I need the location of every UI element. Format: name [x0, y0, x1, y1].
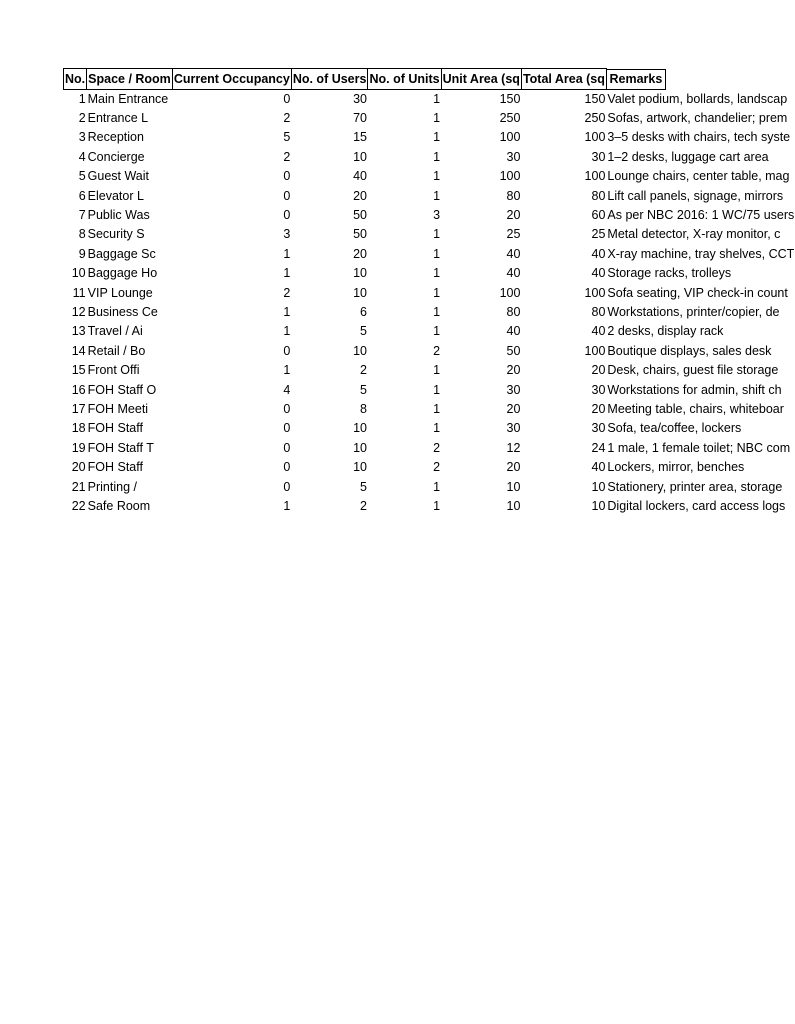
cell-unit-area[interactable]: 30 [506, 149, 521, 164]
cell-total-area[interactable]: 30 [591, 382, 606, 397]
table-row [64, 439, 795, 458]
cell-no[interactable]: 19 [71, 440, 86, 455]
cell-current-occupancy[interactable]: 2 [283, 111, 291, 126]
cell-total-area[interactable]: 100 [584, 343, 606, 358]
cell-no-of-units[interactable]: 1 [433, 382, 441, 397]
cell-total-area[interactable]: 40 [591, 324, 606, 339]
cell-unit-area[interactable]: 40 [506, 246, 521, 261]
cell-remarks[interactable]: 1 male, 1 female toilet; NBC com [607, 440, 791, 455]
cell-no[interactable]: 14 [71, 343, 86, 358]
cell-remarks[interactable]: Valet podium, bollards, landscap [607, 91, 788, 106]
table-row [64, 342, 795, 361]
cell-space-room[interactable]: Travel / Ai [87, 324, 143, 339]
cell-remarks[interactable]: Sofa seating, VIP check-in count [607, 285, 788, 300]
cell-no-of-users[interactable]: 5 [360, 479, 367, 494]
cell-total-area[interactable]: 10 [591, 498, 606, 513]
header-no-of-users[interactable]: No. of Users [291, 69, 368, 90]
cell-no[interactable]: 20 [71, 460, 86, 475]
cell-current-occupancy[interactable]: 1 [283, 498, 291, 513]
cell-total-area[interactable]: 100 [584, 130, 606, 145]
header-space-room[interactable]: Space / Room [87, 69, 173, 90]
table-body [64, 90, 795, 517]
table-row [64, 400, 795, 419]
cell-no-of-users[interactable]: 5 [360, 324, 367, 339]
cell-total-area[interactable]: 40 [591, 246, 606, 261]
header-row [64, 69, 795, 90]
cell-remarks[interactable]: Digital lockers, card access logs [607, 498, 786, 513]
cell-remarks[interactable]: Stationery, printer area, storage [607, 479, 783, 494]
cell-no-of-users[interactable]: 2 [360, 498, 367, 513]
cell-no-of-users[interactable]: 10 [353, 266, 367, 281]
cell-no[interactable]: 4 [78, 149, 86, 164]
cell-total-area[interactable]: 250 [584, 111, 606, 126]
cell-total-area[interactable]: 20 [591, 363, 606, 378]
cell-space-room[interactable]: Main Entrance [87, 91, 169, 106]
cell-no-of-units[interactable]: 2 [433, 343, 441, 358]
cell-no-of-users[interactable]: 70 [353, 111, 367, 126]
header-unit-area[interactable]: Unit Area (sq [441, 69, 521, 90]
table-row [64, 167, 795, 186]
cell-current-occupancy[interactable]: 5 [283, 130, 291, 145]
table-row [64, 186, 795, 205]
cell-space-room[interactable]: Guest Wait [87, 169, 149, 184]
cell-unit-area[interactable]: 250 [499, 111, 521, 126]
cell-current-occupancy[interactable]: 4 [283, 382, 291, 397]
cell-unit-area[interactable]: 30 [506, 421, 521, 436]
cell-remarks[interactable]: Workstations for admin, shift ch [607, 382, 782, 397]
header-current-occupancy[interactable]: Current Occupancy [172, 69, 291, 90]
cell-current-occupancy[interactable]: 1 [283, 266, 291, 281]
cell-space-room[interactable]: Safe Room [87, 498, 151, 513]
cell-no-of-units[interactable]: 1 [433, 266, 441, 281]
header-remarks[interactable] [606, 69, 795, 90]
header-no[interactable]: No. [64, 69, 87, 90]
cell-no-of-users[interactable]: 10 [353, 440, 367, 455]
cell-current-occupancy[interactable]: 0 [283, 91, 291, 106]
cell-no-of-units[interactable]: 1 [433, 246, 441, 261]
cell-current-occupancy[interactable]: 3 [283, 227, 291, 242]
cell-no[interactable]: 1 [78, 91, 86, 106]
cell-no-of-users[interactable]: 20 [353, 246, 367, 261]
cell-no[interactable]: 10 [71, 266, 86, 281]
cell-space-room[interactable]: Reception [87, 130, 144, 145]
cell-no[interactable]: 5 [78, 169, 86, 184]
table-row [64, 419, 795, 438]
cell-space-room[interactable]: Public Was [87, 208, 150, 223]
cell-remarks[interactable]: Boutique displays, sales desk [607, 343, 772, 358]
cell-no-of-units[interactable]: 1 [433, 304, 441, 319]
cell-space-room[interactable]: Elevator L [87, 188, 144, 203]
cell-total-area[interactable]: 40 [591, 460, 606, 475]
cell-no-of-units[interactable]: 1 [433, 324, 441, 339]
table-header [64, 69, 795, 90]
cell-current-occupancy[interactable]: 0 [283, 479, 291, 494]
cell-no-of-users[interactable]: 10 [353, 343, 367, 358]
cell-total-area[interactable]: 60 [591, 208, 606, 223]
spreadsheet-sheet [63, 68, 795, 516]
cell-unit-area[interactable]: 25 [506, 227, 521, 242]
cell-space-room[interactable]: FOH Staff [87, 421, 143, 436]
cell-no-of-users[interactable]: 10 [353, 460, 367, 475]
cell-current-occupancy[interactable]: 0 [283, 188, 291, 203]
cell-current-occupancy[interactable]: 2 [283, 149, 291, 164]
cell-total-area[interactable]: 80 [591, 188, 606, 203]
cell-total-area[interactable]: 25 [591, 227, 606, 242]
cell-no[interactable]: 16 [71, 382, 86, 397]
cell-space-room[interactable]: FOH Staff O [87, 382, 157, 397]
cell-unit-area[interactable]: 30 [506, 382, 521, 397]
cell-remarks[interactable]: Meeting table, chairs, whiteboar [607, 401, 784, 416]
cell-space-room[interactable]: Security S [87, 227, 145, 242]
table-row [64, 283, 795, 302]
cell-unit-area[interactable]: 20 [506, 460, 521, 475]
cell-no-of-users[interactable]: 2 [360, 363, 367, 378]
cell-no[interactable]: 2 [78, 111, 86, 126]
cell-remarks[interactable]: Lounge chairs, center table, mag [607, 169, 790, 184]
cell-no-of-units[interactable]: 1 [433, 498, 441, 513]
cell-no-of-units[interactable]: 2 [433, 460, 441, 475]
cell-remarks[interactable]: Desk, chairs, guest file storage [607, 363, 779, 378]
cell-unit-area[interactable]: 150 [499, 91, 521, 106]
cell-total-area[interactable]: 24 [591, 440, 606, 455]
cell-remarks[interactable]: Sofas, artwork, chandelier; prem [607, 111, 788, 126]
cell-space-room[interactable]: Concierge [87, 149, 145, 164]
cell-remarks[interactable]: Lockers, mirror, benches [607, 460, 745, 475]
table-row [64, 380, 795, 399]
cell-unit-area[interactable]: 20 [506, 208, 521, 223]
cell-no[interactable]: 9 [78, 246, 86, 261]
space-program-table [63, 68, 795, 516]
cell-remarks[interactable]: Storage racks, trolleys [607, 266, 732, 281]
cell-no[interactable]: 6 [78, 188, 86, 203]
table-row [64, 109, 795, 128]
cell-current-occupancy[interactable]: 0 [283, 401, 291, 416]
cell-remarks[interactable]: Metal detector, X-ray monitor, c [607, 227, 781, 242]
cell-no[interactable]: 22 [71, 498, 86, 513]
cell-no-of-users[interactable]: 5 [360, 382, 367, 397]
cell-unit-area[interactable]: 100 [499, 169, 521, 184]
table-row [64, 206, 795, 225]
header-total-area[interactable]: Total Area (sq [521, 69, 606, 90]
cell-current-occupancy[interactable]: 0 [283, 343, 291, 358]
cell-no-of-units[interactable]: 1 [433, 169, 441, 184]
cell-no[interactable]: 17 [71, 401, 86, 416]
cell-no-of-users[interactable]: 10 [353, 421, 367, 436]
cell-total-area[interactable]: 80 [591, 304, 606, 319]
cell-current-occupancy[interactable]: 0 [283, 440, 291, 455]
cell-space-room[interactable]: VIP Lounge [87, 285, 153, 300]
cell-no-of-units[interactable]: 1 [433, 479, 441, 494]
table-row [64, 361, 795, 380]
cell-no-of-units[interactable]: 2 [433, 440, 441, 455]
cell-no[interactable]: 15 [71, 363, 86, 378]
cell-current-occupancy[interactable]: 2 [283, 285, 291, 300]
table-row [64, 225, 795, 244]
cell-no-of-units[interactable]: 1 [433, 401, 441, 416]
table-row [64, 128, 795, 147]
cell-unit-area[interactable]: 80 [506, 188, 521, 203]
cell-no-of-users[interactable]: 10 [353, 149, 367, 164]
cell-unit-area[interactable]: 40 [506, 266, 521, 281]
cell-no-of-users[interactable]: 30 [353, 91, 367, 106]
cell-space-room[interactable]: FOH Meeti [87, 401, 149, 416]
cell-current-occupancy[interactable]: 0 [283, 460, 291, 475]
cell-no[interactable]: 21 [71, 479, 86, 494]
cell-current-occupancy[interactable]: 1 [283, 246, 291, 261]
cell-total-area[interactable]: 20 [591, 401, 606, 416]
cell-space-room[interactable]: Business Ce [87, 304, 158, 319]
cell-remarks[interactable]: As per NBC 2016: 1 WC/75 users [607, 208, 795, 223]
cell-unit-area[interactable]: 100 [499, 285, 521, 300]
cell-current-occupancy[interactable]: 1 [283, 304, 291, 319]
cell-no-of-units[interactable]: 1 [433, 130, 441, 145]
table-row [64, 458, 795, 477]
cell-remarks[interactable]: Sofa, tea/coffee, lockers [607, 421, 742, 436]
cell-current-occupancy[interactable]: 1 [283, 324, 291, 339]
cell-space-room[interactable]: FOH Staff T [87, 440, 154, 455]
cell-no-of-units[interactable]: 1 [433, 111, 441, 126]
cell-unit-area[interactable]: 40 [506, 324, 521, 339]
cell-total-area[interactable]: 40 [591, 266, 606, 281]
cell-total-area[interactable]: 100 [584, 285, 606, 300]
cell-space-room[interactable]: Baggage Sc [87, 246, 156, 261]
cell-unit-area[interactable]: 20 [506, 401, 521, 416]
cell-unit-area[interactable]: 10 [506, 498, 521, 513]
cell-no[interactable]: 18 [71, 421, 86, 436]
cell-no-of-users[interactable]: 10 [353, 285, 367, 300]
table-row [64, 245, 795, 264]
cell-no-of-units[interactable]: 1 [433, 188, 441, 203]
cell-current-occupancy[interactable]: 0 [283, 169, 291, 184]
cell-unit-area[interactable]: 50 [506, 343, 521, 358]
cell-no-of-users[interactable]: 15 [353, 130, 367, 145]
cell-total-area[interactable]: 100 [584, 169, 606, 184]
table-row [64, 264, 795, 283]
cell-remarks[interactable]: 3–5 desks with chairs, tech syste [607, 130, 791, 145]
cell-no-of-users[interactable]: 50 [353, 227, 367, 242]
header-remarks-label: Remarks [607, 69, 666, 90]
table-row [64, 477, 795, 496]
table-row [64, 303, 795, 322]
cell-current-occupancy[interactable]: 1 [283, 363, 291, 378]
cell-no-of-units[interactable]: 1 [433, 363, 441, 378]
cell-current-occupancy[interactable]: 0 [283, 421, 291, 436]
cell-no-of-users[interactable]: 50 [353, 208, 367, 223]
cell-unit-area[interactable]: 80 [506, 304, 521, 319]
cell-no-of-users[interactable]: 40 [353, 169, 367, 184]
cell-no-of-users[interactable]: 6 [360, 304, 367, 319]
cell-remarks[interactable]: Workstations, printer/copier, de [607, 304, 780, 319]
cell-remarks[interactable]: Lift call panels, signage, mirrors [607, 188, 784, 203]
cell-total-area[interactable]: 30 [591, 149, 606, 164]
header-no-of-units[interactable]: No. of Units [368, 69, 441, 90]
cell-space-room[interactable]: FOH Staff [87, 460, 143, 475]
cell-no[interactable]: 13 [71, 324, 86, 339]
cell-no-of-units[interactable]: 1 [433, 285, 441, 300]
cell-remarks[interactable]: X-ray machine, tray shelves, CCT [607, 246, 795, 261]
cell-no-of-users[interactable]: 8 [360, 401, 367, 416]
cell-unit-area[interactable]: 100 [499, 130, 521, 145]
cell-space-room[interactable]: Retail / Bo [87, 343, 146, 358]
cell-remarks[interactable]: 2 desks, display rack [607, 324, 724, 339]
cell-space-room[interactable]: Baggage Ho [87, 266, 158, 281]
cell-current-occupancy[interactable]: 0 [283, 208, 291, 223]
table-row [64, 322, 795, 341]
cell-no-of-users[interactable]: 20 [353, 188, 367, 203]
cell-unit-area[interactable]: 20 [506, 363, 521, 378]
cell-no-of-units[interactable]: 1 [433, 227, 441, 242]
cell-no-of-units[interactable]: 1 [433, 149, 441, 164]
cell-no-of-units[interactable]: 1 [433, 91, 441, 106]
table-row [64, 148, 795, 167]
cell-no[interactable]: 8 [78, 227, 86, 242]
cell-space-room[interactable]: Front Offi [87, 363, 140, 378]
cell-unit-area[interactable]: 10 [506, 479, 521, 494]
cell-space-room[interactable]: Printing / [87, 479, 137, 494]
table-row [64, 497, 795, 516]
table-row [64, 90, 795, 109]
cell-total-area[interactable]: 150 [584, 91, 606, 106]
cell-no-of-units[interactable]: 3 [433, 208, 441, 223]
cell-total-area[interactable]: 10 [591, 479, 606, 494]
cell-no[interactable]: 3 [78, 130, 86, 145]
cell-unit-area[interactable]: 12 [506, 440, 521, 455]
cell-no[interactable]: 12 [71, 304, 86, 319]
cell-remarks[interactable]: 1–2 desks, luggage cart area [607, 149, 769, 164]
cell-space-room[interactable]: Entrance L [87, 111, 149, 126]
cell-total-area[interactable]: 30 [591, 421, 606, 436]
cell-no[interactable]: 11 [72, 285, 86, 300]
cell-no-of-units[interactable]: 1 [433, 421, 441, 436]
cell-no[interactable]: 7 [78, 208, 86, 223]
